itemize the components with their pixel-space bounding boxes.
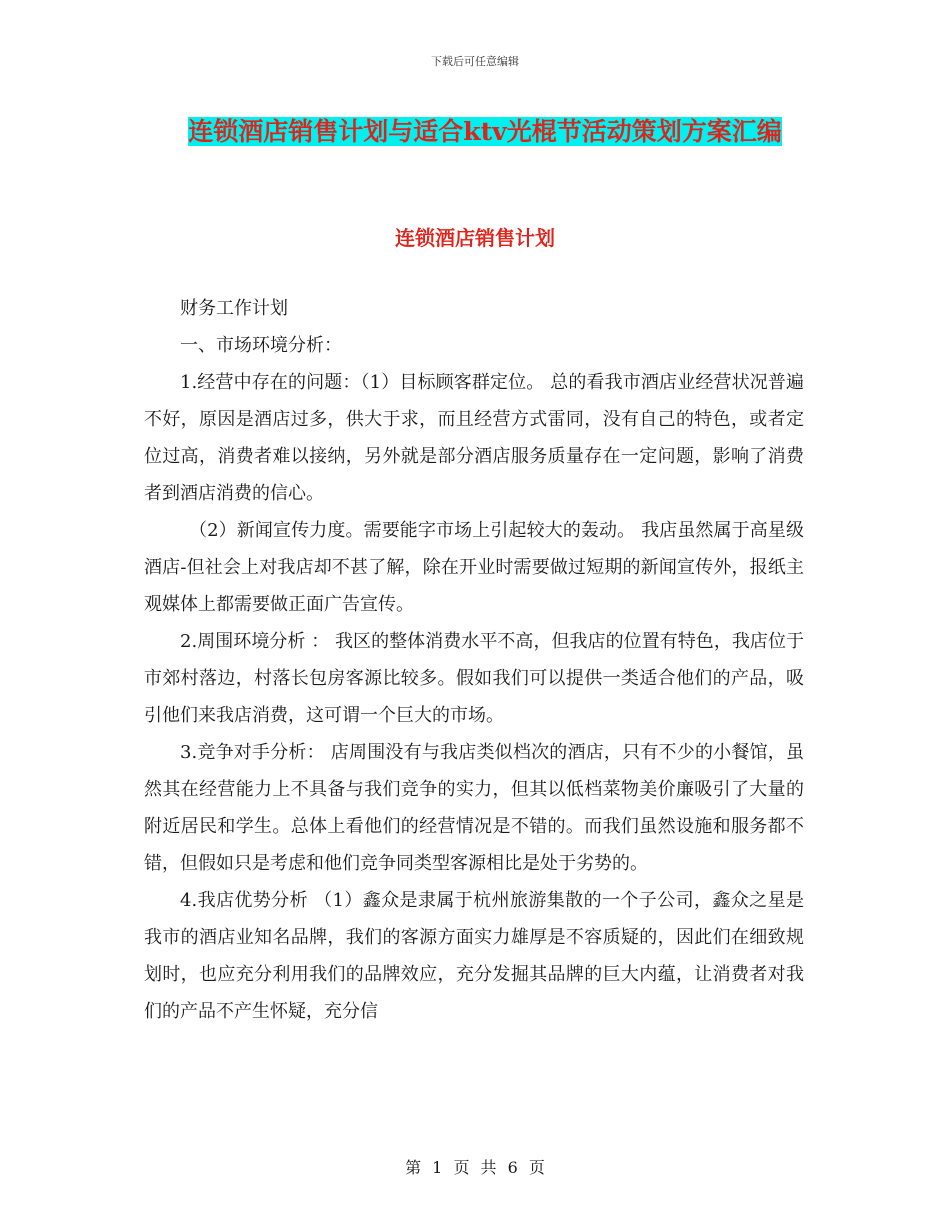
paragraph: （2）新闻宣传力度。需要能字市场上引起较大的轰动。 我店虽然属于高星级酒店-但社会上对我店却不甚了解，除在开业时需要做过短期的新闻宣传外，报纸主观媒体上都需要做正面广告宣传。: [144, 520, 804, 615]
paragraph: 财务工作计划: [180, 298, 288, 319]
paragraph: 3.竞争对手分析： 店周围没有与我店类似档次的酒店，只有不少的小餐馆，虽然其在经营能力上不具备与我们竞争的实力，但其以低档菜物美价廉吸引了大量的附近居民和学生。总体上看他们的经营情况是不错的。而我们虽然设施和服务都不错，但假如只是考虑和他们竞争同类型客源相比是处于劣势的。: [144, 742, 804, 874]
paragraph: 2.周围环境分析 ： 我区的整体消费水平不高，但我店的位置有特色，我店位于市郊村落边，村落长包房客源比较多。假如我们可以提供一类适合他们的产品，吸引他们来我店消费，这可谓一个巨大的市场。: [144, 631, 804, 726]
paragraph: 1.经营中存在的问题：（1）目标顾客群定位。 总的看我市酒店业经营状况普遍不好，原因是酒店过多，供大于求，而且经营方式雷同，没有自己的特色，或者定位过高，消费者难以接纳，另外就是部分酒店服务质量存在一定问题，影响了消费者到酒店消费的信心。: [144, 372, 804, 504]
document-title-text: 连锁酒店销售计划与适合ktv光棍节活动策划方案汇编: [188, 117, 782, 146]
document-title: [150, 108, 820, 155]
document-body: [144, 290, 804, 1030]
paragraph: 一、市场环境分析：: [180, 335, 342, 356]
header-note: 下载后可任意编辑: [431, 55, 519, 68]
section-title: 连锁酒店销售计划: [395, 226, 555, 250]
paragraph: 4.我店优势分析 （1）鑫众是隶属于杭州旅游集散的一个子公司，鑫众之星是我市的酒店业知名品牌，我们的客源方面实力雄厚是不容质疑的，因此们在细致规划时，也应充分利用我们的品牌效应，充分发掘其品牌的巨大内蕴，让消费者对我们的产品不产生怀疑，充分信: [144, 890, 804, 1022]
page-footer: 第 1 页 共 6 页: [405, 1158, 545, 1177]
